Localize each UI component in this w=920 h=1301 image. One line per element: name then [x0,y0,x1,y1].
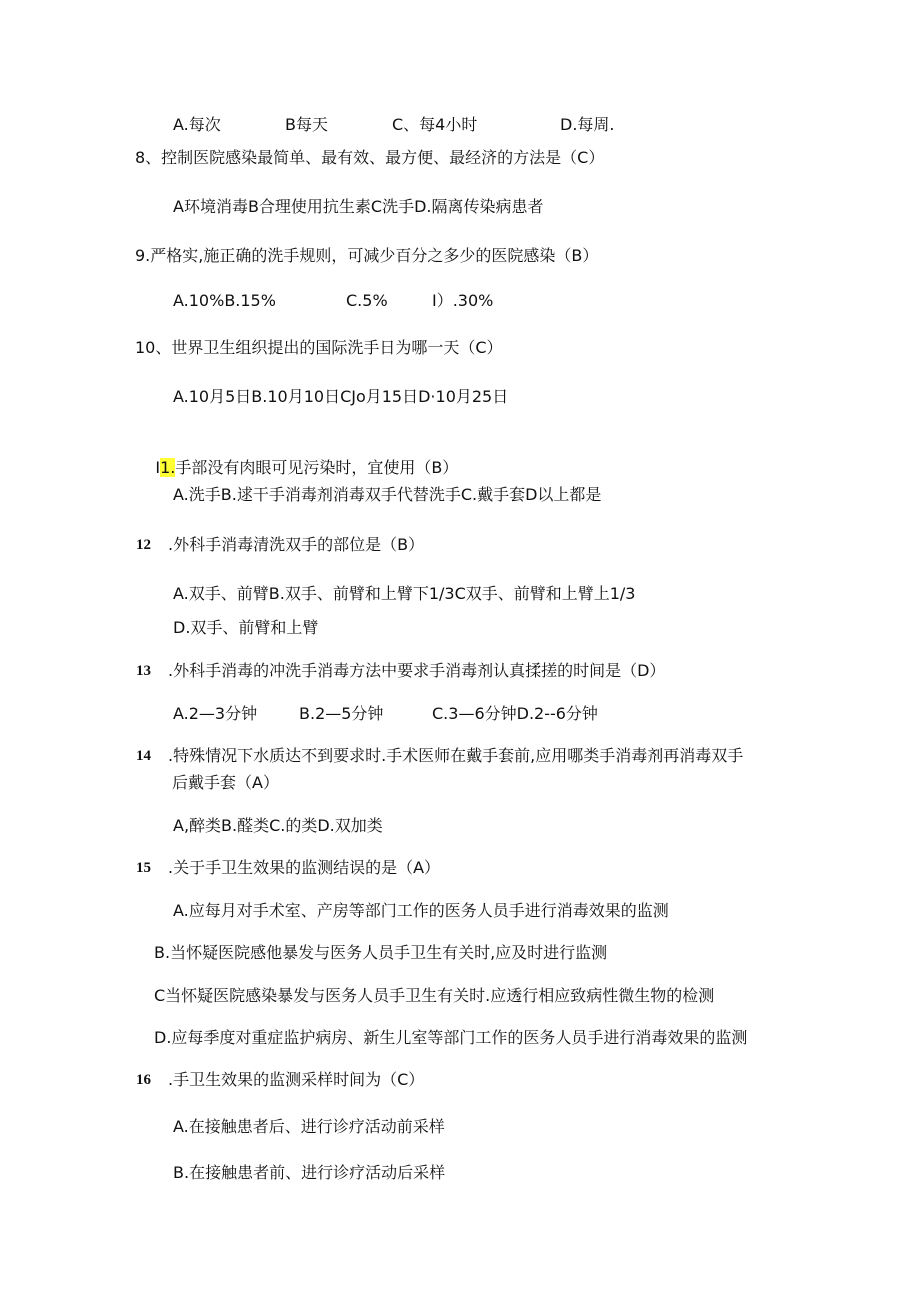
options-11: A.洗手B.逑干手消毒剂消毒双手代替洗手C.戴手套D以上都是 [173,485,602,504]
question-13-number: 13 [136,663,151,679]
question-12-number: 12 [136,537,151,553]
option-15d: D.应每季度对重症监护病房、新生儿室等部门工作的医务人员手进行消毒效果的监测 [154,1028,748,1047]
options-12-line1: A.双手、前臂B.双手、前臂和上臂下1/3C双手、前臂和上臂上1/3 [173,584,636,603]
question-16-number: 16 [136,1072,151,1088]
highlighted-number: 1. [160,458,176,477]
question-10: 10、世界卫生组织提出的国际洗手日为哪一天（C） [135,338,503,357]
question-14-line2: 后戴手套（A） [172,773,279,792]
option-7c: C、每4小时 [392,115,478,134]
option-16a: A.在接触患者后、进行诊疗活动前采样 [173,1117,445,1136]
question-11-text: 手部没有肉眼可见污染时，宜使用（B） [175,458,459,477]
question-8: 8、控制医院感染最简单、最有效、最方便、最经济的方法是（C） [135,148,605,167]
option-15b: B.当怀疑医院感他暴发与医务人员手卫生有关时,应及时进行监测 [154,943,608,962]
question-12: .外科手消毒清洗双手的部位是（B） [168,535,425,554]
options-12-line2: D.双手、前臂和上臂 [173,618,319,637]
option-9d: I）.30% [432,291,494,310]
question-9: 9.严格实,施正确的洗手规则，可减少百分之多少的医院感染（B） [135,246,599,265]
question-16: .手卫生效果的监测采样时间为（C） [168,1070,425,1089]
options-10: A.10月5日B.10月10日CJo月15日D·10月25日 [173,387,509,406]
option-13b: B.2—5分钟 [299,704,384,723]
question-13: .外科手消毒的冲洗手消毒方法中要求手消毒剂认真揉搓的时间是（D） [168,661,666,680]
question-14-line1: .特殊情况下水质达不到要求时.手术医师在戴手套前,应用哪类手消毒剂再消毒双手 [168,746,744,765]
options-14: A,醉类B.醛类C.的类D.双加类 [173,816,383,835]
option-9c: C.5% [346,291,388,310]
option-7b: B每天 [285,115,328,134]
option-7d: D.每周. [560,115,615,134]
question-15-number: 15 [136,860,151,876]
option-13a: A.2—3分钟 [173,704,258,723]
option-16b: B.在接触患者前、进行诊疗活动后采样 [173,1163,446,1182]
question-11-number-prefix: I [155,458,161,477]
question-15: .关于手卫生效果的监测结误的是（A） [168,858,441,877]
question-14-number: 14 [136,748,151,764]
option-7a: A.每次 [173,115,221,134]
option-13cd: C.3—6分钟D.2--6分钟 [432,704,598,723]
options-8: A环境消毒B合理使用抗生素C洗手D.隔离传染病患者 [173,197,544,216]
option-9ab: A.10%B.15% [173,291,276,310]
option-15a: A.应每月对手术室、产房等部门工作的医务人员手进行消毒效果的监测 [173,901,669,920]
option-15c: C当怀疑医院感染暴发与医务人员手卫生有关时.应透行相应致病性微生物的检测 [154,986,715,1005]
